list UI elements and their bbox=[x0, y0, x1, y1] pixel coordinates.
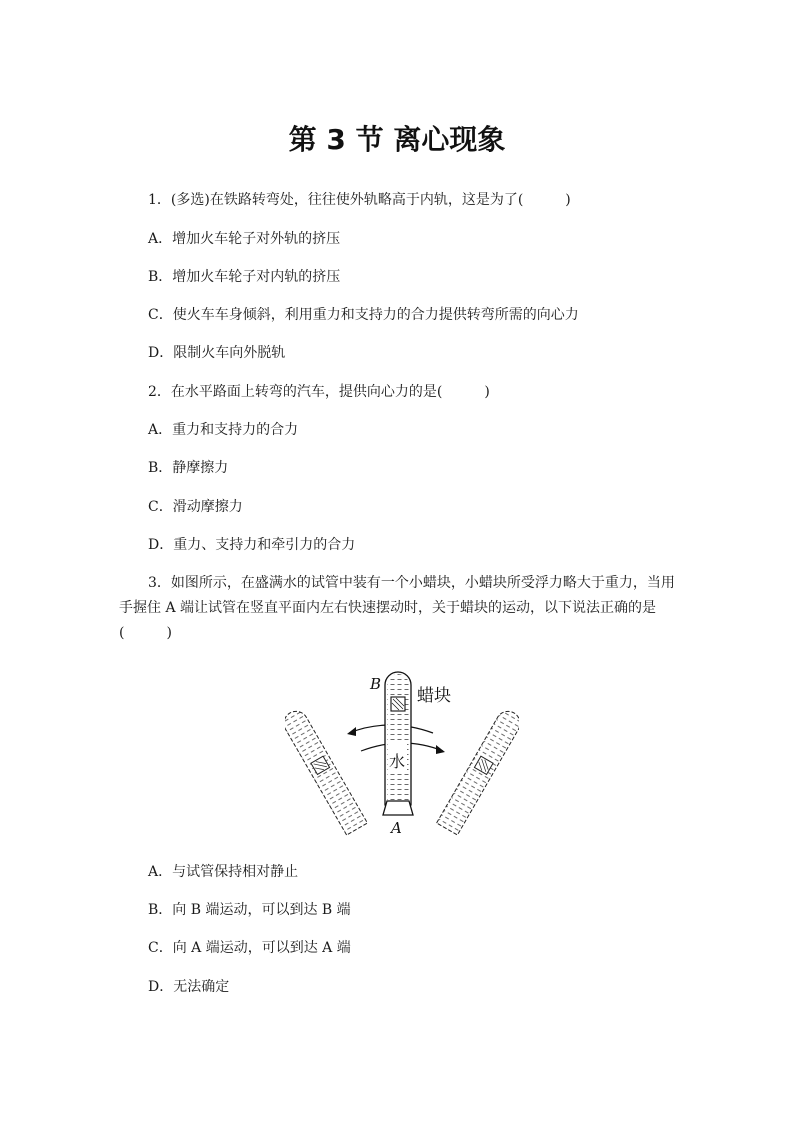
question-2-option-b: B．静摩擦力 bbox=[148, 460, 229, 476]
question-3-option-d: D．无法确定 bbox=[148, 979, 230, 995]
question-1-option-d: D．限制火车向外脱轨 bbox=[148, 345, 286, 361]
test-tube-figure bbox=[285, 657, 519, 845]
question-1-option-c: C．使火车车身倾斜，利用重力和支持力的合力提供转弯所需的向心力 bbox=[148, 307, 579, 323]
vertical-test-tube bbox=[383, 672, 413, 815]
question-1-stem: 1．(多选)在铁路转弯处，往往使外轨略高于内轨，这是为了( ) bbox=[148, 192, 571, 208]
left-tilted-tube bbox=[285, 707, 367, 835]
question-2-stem: 2．在水平路面上转弯的汽车，提供向心力的是( ) bbox=[148, 384, 490, 400]
question-2-option-d: D．重力、支持力和牵引力的合力 bbox=[148, 537, 356, 553]
question-3-stem-line-2: 手握住 A 端让试管在竖直平面内左右快速摆动时，关于蜡块的运动，以下说法正确的是 bbox=[119, 600, 657, 616]
label-wax: 蜡块 bbox=[417, 686, 451, 706]
label-a-end: A bbox=[391, 819, 402, 837]
page-title: 第 3 节 离心现象 bbox=[288, 123, 506, 156]
wax-block bbox=[391, 697, 405, 711]
question-2-option-a: A．重力和支持力的合力 bbox=[148, 422, 299, 438]
question-2-option-c: C．滑动摩擦力 bbox=[148, 499, 243, 515]
label-b-end: B bbox=[370, 675, 382, 693]
question-3-option-c: C．向 A 端运动，可以到达 A 端 bbox=[148, 940, 351, 956]
right-tilted-tube bbox=[437, 707, 519, 835]
question-3-option-b: B．向 B 端运动，可以到达 B 端 bbox=[148, 902, 351, 918]
question-3-option-a: A．与试管保持相对静止 bbox=[148, 864, 299, 880]
question-1-option-a: A．增加火车轮子对外轨的挤压 bbox=[148, 231, 341, 247]
label-water: 水 bbox=[389, 752, 406, 771]
question-3-stem-line-3: ( ) bbox=[119, 625, 172, 641]
question-1-option-b: B．增加火车轮子对内轨的挤压 bbox=[148, 269, 341, 285]
question-3-stem-line-1: 3．如图所示，在盛满水的试管中装有一个小蜡块，小蜡块所受浮力略大于重力，当用 bbox=[148, 575, 675, 591]
